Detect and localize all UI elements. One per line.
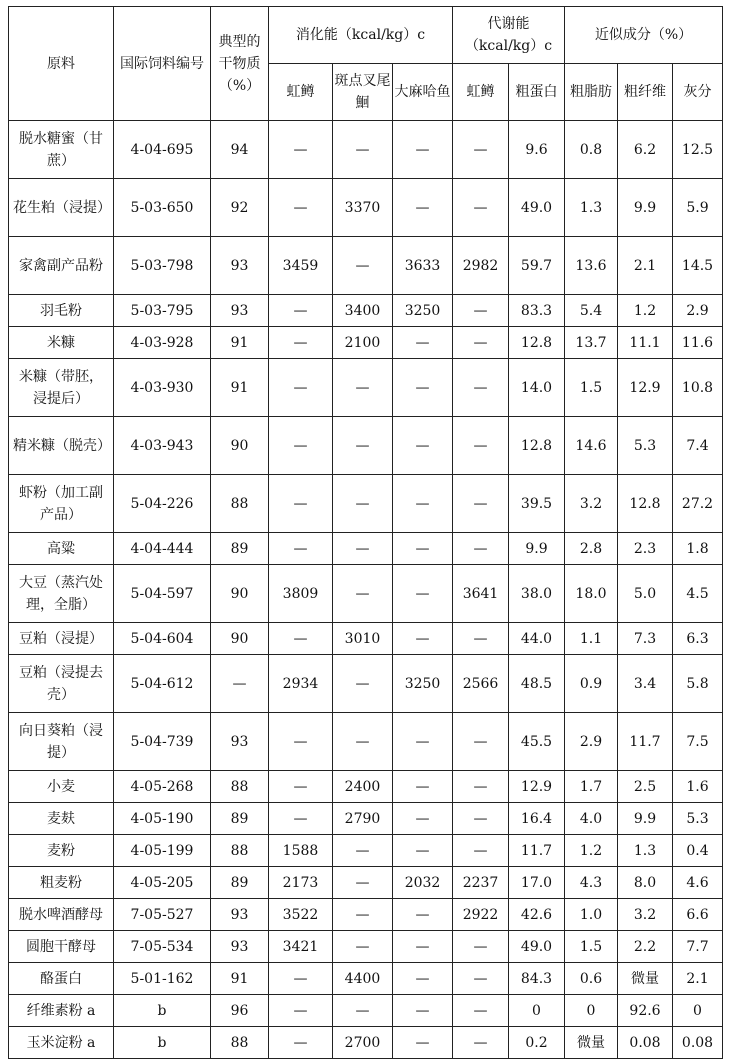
cell-dry-matter: 91 (211, 963, 269, 995)
table-row (9, 867, 723, 899)
cell-crude-fat: 1.2 (565, 835, 618, 867)
cell-crude-fat: 0.9 (565, 655, 618, 713)
cell-me-rainbow-trout: 3641 (453, 565, 509, 623)
cell-dry-matter: 88 (211, 475, 269, 533)
cell-de-salmon: — (393, 1027, 453, 1059)
header-ash: 灰分 (673, 64, 723, 121)
cell-ash: 6.6 (673, 899, 723, 931)
cell-crude-fiber: 2.3 (618, 533, 673, 565)
cell-ash: 7.5 (673, 713, 723, 771)
cell-crude-protein: 49.0 (509, 931, 565, 963)
cell-de-salmon: 3633 (393, 237, 453, 295)
cell-de-rainbow-trout: — (269, 121, 333, 179)
cell-de-salmon: — (393, 121, 453, 179)
cell-material: 精米糠（脱壳） (9, 417, 114, 475)
header-intl-feed-no: 国际饲料编号 (114, 7, 211, 121)
cell-crude-fiber: 2.1 (618, 237, 673, 295)
cell-crude-fiber: 12.8 (618, 475, 673, 533)
cell-material: 大豆（蒸汽处理，全脂） (9, 565, 114, 623)
cell-material: 脱水糖蜜（甘蔗） (9, 121, 114, 179)
cell-crude-fat: 18.0 (565, 565, 618, 623)
cell-crude-protein: 84.3 (509, 963, 565, 995)
cell-me-rainbow-trout: — (453, 963, 509, 995)
cell-de-salmon: — (393, 475, 453, 533)
cell-de-salmon: — (393, 565, 453, 623)
cell-dry-matter: 93 (211, 237, 269, 295)
cell-de-salmon: — (393, 771, 453, 803)
cell-material: 羽毛粉 (9, 295, 114, 327)
cell-de-rainbow-trout: — (269, 803, 333, 835)
cell-me-rainbow-trout: — (453, 931, 509, 963)
cell-material: 豆粕（浸提） (9, 623, 114, 655)
header-digestible-energy: 消化能（kcal/kg）c (269, 7, 453, 64)
feed-ingredient-table (8, 6, 723, 1059)
cell-intl-no: 7-05-534 (114, 931, 211, 963)
table-row (9, 771, 723, 803)
cell-crude-protein: 12.8 (509, 417, 565, 475)
table-row (9, 899, 723, 931)
cell-crude-fat: 2.8 (565, 533, 618, 565)
cell-me-rainbow-trout: 2566 (453, 655, 509, 713)
cell-intl-no: 4-03-930 (114, 359, 211, 417)
cell-dry-matter: 88 (211, 1027, 269, 1059)
cell-de-catfish: 2400 (333, 771, 393, 803)
cell-me-rainbow-trout: — (453, 713, 509, 771)
cell-de-rainbow-trout: 3459 (269, 237, 333, 295)
table-row (9, 475, 723, 533)
cell-intl-no: 5-03-795 (114, 295, 211, 327)
cell-de-salmon: 3250 (393, 655, 453, 713)
table-row (9, 803, 723, 835)
cell-ash: 5.9 (673, 179, 723, 237)
cell-de-rainbow-trout: 3522 (269, 899, 333, 931)
table-row (9, 713, 723, 771)
cell-de-catfish: — (333, 835, 393, 867)
cell-intl-no: b (114, 1027, 211, 1059)
cell-de-salmon: 2032 (393, 867, 453, 899)
cell-crude-fiber: 8.0 (618, 867, 673, 899)
table-row (9, 179, 723, 237)
cell-crude-fat: 1.5 (565, 931, 618, 963)
cell-intl-no: 5-04-226 (114, 475, 211, 533)
cell-crude-fiber: 3.4 (618, 655, 673, 713)
cell-dry-matter: 89 (211, 533, 269, 565)
cell-me-rainbow-trout: 2922 (453, 899, 509, 931)
cell-ash: 1.6 (673, 771, 723, 803)
header-material: 原料 (9, 7, 114, 121)
header-spotted-catfish: 斑点叉尾鮰 (333, 64, 393, 121)
cell-de-salmon: — (393, 623, 453, 655)
cell-de-rainbow-trout: — (269, 359, 333, 417)
cell-material: 高粱 (9, 533, 114, 565)
cell-crude-protein: 42.6 (509, 899, 565, 931)
cell-de-rainbow-trout: — (269, 475, 333, 533)
cell-crude-protein: 11.7 (509, 835, 565, 867)
cell-de-salmon: — (393, 899, 453, 931)
cell-me-rainbow-trout: — (453, 623, 509, 655)
cell-material: 粗麦粉 (9, 867, 114, 899)
table-row (9, 121, 723, 179)
cell-de-salmon: — (393, 359, 453, 417)
cell-crude-fat: 0 (565, 995, 618, 1027)
cell-ash: 5.8 (673, 655, 723, 713)
cell-crude-fiber: 5.0 (618, 565, 673, 623)
cell-intl-no: 4-04-444 (114, 533, 211, 565)
cell-crude-protein: 44.0 (509, 623, 565, 655)
cell-crude-protein: 9.6 (509, 121, 565, 179)
cell-de-salmon: — (393, 533, 453, 565)
cell-de-rainbow-trout: 3421 (269, 931, 333, 963)
cell-crude-fat: 4.3 (565, 867, 618, 899)
cell-dry-matter: — (211, 655, 269, 713)
cell-dry-matter: 90 (211, 623, 269, 655)
cell-ash: 6.3 (673, 623, 723, 655)
cell-de-rainbow-trout: — (269, 417, 333, 475)
table-row (9, 565, 723, 623)
cell-crude-fat: 1.0 (565, 899, 618, 931)
cell-ash: 27.2 (673, 475, 723, 533)
table-row (9, 835, 723, 867)
cell-ash: 10.8 (673, 359, 723, 417)
cell-de-salmon: — (393, 963, 453, 995)
header-crude-fat: 粗脂肪 (565, 64, 618, 121)
cell-de-catfish: 2700 (333, 1027, 393, 1059)
table-row (9, 237, 723, 295)
table-row (9, 931, 723, 963)
cell-de-catfish: — (333, 533, 393, 565)
cell-me-rainbow-trout: — (453, 359, 509, 417)
cell-me-rainbow-trout: — (453, 1027, 509, 1059)
cell-material: 花生粕（浸提） (9, 179, 114, 237)
cell-dry-matter: 90 (211, 417, 269, 475)
cell-de-rainbow-trout: — (269, 771, 333, 803)
cell-crude-protein: 9.9 (509, 533, 565, 565)
cell-crude-fat: 3.2 (565, 475, 618, 533)
cell-me-rainbow-trout: — (453, 417, 509, 475)
cell-crude-fiber: 6.2 (618, 121, 673, 179)
header-approx-composition: 近似成分（%） (565, 7, 723, 64)
cell-ash: 4.6 (673, 867, 723, 899)
cell-crude-protein: 38.0 (509, 565, 565, 623)
cell-de-catfish: 3400 (333, 295, 393, 327)
cell-crude-protein: 45.5 (509, 713, 565, 771)
cell-intl-no: 5-03-650 (114, 179, 211, 237)
header-rainbow-trout-me: 虹鳟 (453, 64, 509, 121)
cell-material: 圆胞干酵母 (9, 931, 114, 963)
header-dry-matter: 典型的干物质（%） (211, 7, 269, 121)
cell-crude-protein: 49.0 (509, 179, 565, 237)
cell-dry-matter: 92 (211, 179, 269, 237)
table-row (9, 963, 723, 995)
cell-dry-matter: 91 (211, 359, 269, 417)
cell-intl-no: 5-01-162 (114, 963, 211, 995)
cell-dry-matter: 90 (211, 565, 269, 623)
cell-ash: 0.08 (673, 1027, 723, 1059)
cell-material: 纤维素粉 a (9, 995, 114, 1027)
cell-crude-fiber: 11.7 (618, 713, 673, 771)
table-row (9, 327, 723, 359)
cell-crude-protein: 39.5 (509, 475, 565, 533)
cell-crude-fiber: 5.3 (618, 417, 673, 475)
cell-de-salmon: — (393, 713, 453, 771)
cell-de-catfish: — (333, 655, 393, 713)
table-body (9, 121, 723, 1059)
cell-material: 脱水啤酒酵母 (9, 899, 114, 931)
cell-crude-protein: 16.4 (509, 803, 565, 835)
cell-crude-fat: 1.5 (565, 359, 618, 417)
cell-me-rainbow-trout: — (453, 295, 509, 327)
cell-intl-no: 4-04-695 (114, 121, 211, 179)
cell-de-rainbow-trout: — (269, 963, 333, 995)
cell-de-salmon: — (393, 931, 453, 963)
cell-intl-no: 4-05-268 (114, 771, 211, 803)
cell-de-catfish: — (333, 713, 393, 771)
cell-material: 酪蛋白 (9, 963, 114, 995)
cell-intl-no: 5-04-739 (114, 713, 211, 771)
cell-crude-fiber: 1.3 (618, 835, 673, 867)
cell-ash: 0.4 (673, 835, 723, 867)
table-row (9, 655, 723, 713)
cell-material: 家禽副产品粉 (9, 237, 114, 295)
cell-ash: 1.8 (673, 533, 723, 565)
cell-material: 豆粕（浸提去壳） (9, 655, 114, 713)
cell-dry-matter: 93 (211, 295, 269, 327)
table-row (9, 295, 723, 327)
cell-de-catfish: — (333, 475, 393, 533)
cell-ash: 4.5 (673, 565, 723, 623)
header-crude-fiber: 粗纤维 (618, 64, 673, 121)
cell-de-catfish: — (333, 237, 393, 295)
header-rainbow-trout: 虹鳟 (269, 64, 333, 121)
cell-de-salmon: 3250 (393, 295, 453, 327)
cell-me-rainbow-trout: — (453, 533, 509, 565)
header-crude-protein: 粗蛋白 (509, 64, 565, 121)
cell-de-rainbow-trout: — (269, 295, 333, 327)
cell-de-rainbow-trout: 2173 (269, 867, 333, 899)
cell-material: 米糠（带胚，浸提后） (9, 359, 114, 417)
cell-dry-matter: 89 (211, 867, 269, 899)
cell-material: 小麦 (9, 771, 114, 803)
cell-de-salmon: — (393, 803, 453, 835)
cell-intl-no: 7-05-527 (114, 899, 211, 931)
table-row (9, 995, 723, 1027)
cell-dry-matter: 94 (211, 121, 269, 179)
cell-ash: 7.4 (673, 417, 723, 475)
cell-crude-protein: 59.7 (509, 237, 565, 295)
cell-material: 向日葵粕（浸提） (9, 713, 114, 771)
cell-de-catfish: — (333, 995, 393, 1027)
cell-me-rainbow-trout: — (453, 475, 509, 533)
cell-material: 麦粉 (9, 835, 114, 867)
cell-ash: 12.5 (673, 121, 723, 179)
cell-de-salmon: — (393, 417, 453, 475)
cell-de-catfish: — (333, 931, 393, 963)
cell-dry-matter: 96 (211, 995, 269, 1027)
cell-intl-no: b (114, 995, 211, 1027)
cell-crude-fat: 5.4 (565, 295, 618, 327)
cell-ash: 14.5 (673, 237, 723, 295)
cell-dry-matter: 89 (211, 803, 269, 835)
cell-crude-fat: 0.6 (565, 963, 618, 995)
cell-de-rainbow-trout: — (269, 995, 333, 1027)
table-row (9, 623, 723, 655)
cell-de-catfish: — (333, 121, 393, 179)
cell-de-catfish: — (333, 359, 393, 417)
cell-crude-fiber: 3.2 (618, 899, 673, 931)
cell-material: 麦麸 (9, 803, 114, 835)
cell-de-catfish: — (333, 565, 393, 623)
cell-de-rainbow-trout: — (269, 533, 333, 565)
cell-crude-fat: 13.6 (565, 237, 618, 295)
cell-de-catfish: 2790 (333, 803, 393, 835)
cell-me-rainbow-trout: — (453, 803, 509, 835)
cell-crude-protein: 83.3 (509, 295, 565, 327)
cell-material: 虾粉（加工副产品） (9, 475, 114, 533)
cell-crude-protein: 0.2 (509, 1027, 565, 1059)
cell-ash: 11.6 (673, 327, 723, 359)
table-row (9, 417, 723, 475)
cell-crude-fiber: 12.9 (618, 359, 673, 417)
header-atlantic-salmon: 大麻哈鱼 (393, 64, 453, 121)
cell-de-rainbow-trout: — (269, 623, 333, 655)
cell-crude-protein: 48.5 (509, 655, 565, 713)
cell-crude-fiber: 2.5 (618, 771, 673, 803)
table-row (9, 533, 723, 565)
cell-de-salmon: — (393, 995, 453, 1027)
cell-de-catfish: 4400 (333, 963, 393, 995)
cell-me-rainbow-trout: — (453, 179, 509, 237)
cell-crude-protein: 14.0 (509, 359, 565, 417)
cell-material: 玉米淀粉 a (9, 1027, 114, 1059)
cell-dry-matter: 88 (211, 771, 269, 803)
cell-crude-fiber: 9.9 (618, 179, 673, 237)
cell-de-catfish: — (333, 867, 393, 899)
cell-dry-matter: 93 (211, 931, 269, 963)
cell-de-catfish: — (333, 899, 393, 931)
cell-de-rainbow-trout: 3809 (269, 565, 333, 623)
cell-dry-matter: 93 (211, 899, 269, 931)
header-metabolizable-energy: 代谢能（kcal/kg）c (453, 7, 565, 64)
cell-de-catfish: 3010 (333, 623, 393, 655)
cell-crude-fiber: 0.08 (618, 1027, 673, 1059)
cell-me-rainbow-trout: — (453, 995, 509, 1027)
cell-crude-fiber: 7.3 (618, 623, 673, 655)
cell-de-rainbow-trout: — (269, 1027, 333, 1059)
cell-me-rainbow-trout: — (453, 771, 509, 803)
cell-crude-fiber: 2.2 (618, 931, 673, 963)
cell-crude-fiber: 微量 (618, 963, 673, 995)
cell-intl-no: 4-05-205 (114, 867, 211, 899)
cell-material: 米糠 (9, 327, 114, 359)
cell-dry-matter: 93 (211, 713, 269, 771)
cell-crude-fat: 0.8 (565, 121, 618, 179)
cell-crude-fiber: 9.9 (618, 803, 673, 835)
cell-intl-no: 4-03-928 (114, 327, 211, 359)
cell-de-rainbow-trout: — (269, 179, 333, 237)
cell-de-catfish: 2100 (333, 327, 393, 359)
cell-crude-fat: 2.9 (565, 713, 618, 771)
cell-de-rainbow-trout: — (269, 327, 333, 359)
cell-dry-matter: 91 (211, 327, 269, 359)
cell-intl-no: 5-04-612 (114, 655, 211, 713)
cell-crude-fiber: 11.1 (618, 327, 673, 359)
cell-crude-protein: 17.0 (509, 867, 565, 899)
cell-me-rainbow-trout: 2237 (453, 867, 509, 899)
cell-de-salmon: — (393, 327, 453, 359)
cell-me-rainbow-trout: 2982 (453, 237, 509, 295)
cell-ash: 5.3 (673, 803, 723, 835)
cell-de-catfish: — (333, 417, 393, 475)
cell-de-rainbow-trout: — (269, 713, 333, 771)
cell-dry-matter: 88 (211, 835, 269, 867)
cell-crude-fat: 1.1 (565, 623, 618, 655)
cell-de-rainbow-trout: 2934 (269, 655, 333, 713)
cell-de-rainbow-trout: 1588 (269, 835, 333, 867)
cell-crude-protein: 0 (509, 995, 565, 1027)
cell-intl-no: 4-03-943 (114, 417, 211, 475)
cell-ash: 0 (673, 995, 723, 1027)
cell-crude-fat: 1.7 (565, 771, 618, 803)
cell-me-rainbow-trout: — (453, 121, 509, 179)
cell-me-rainbow-trout: — (453, 835, 509, 867)
cell-intl-no: 5-04-597 (114, 565, 211, 623)
cell-crude-fat: 4.0 (565, 803, 618, 835)
cell-intl-no: 4-05-190 (114, 803, 211, 835)
cell-crude-fiber: 92.6 (618, 995, 673, 1027)
cell-crude-fat: 微量 (565, 1027, 618, 1059)
cell-crude-fat: 14.6 (565, 417, 618, 475)
cell-me-rainbow-trout: — (453, 327, 509, 359)
cell-ash: 2.1 (673, 963, 723, 995)
cell-de-salmon: — (393, 179, 453, 237)
cell-crude-protein: 12.9 (509, 771, 565, 803)
cell-crude-protein: 12.8 (509, 327, 565, 359)
cell-ash: 2.9 (673, 295, 723, 327)
table-row (9, 359, 723, 417)
cell-de-salmon: — (393, 835, 453, 867)
cell-crude-fiber: 1.2 (618, 295, 673, 327)
cell-intl-no: 5-04-604 (114, 623, 211, 655)
cell-ash: 7.7 (673, 931, 723, 963)
cell-de-catfish: 3370 (333, 179, 393, 237)
cell-crude-fat: 1.3 (565, 179, 618, 237)
cell-intl-no: 5-03-798 (114, 237, 211, 295)
cell-crude-fat: 13.7 (565, 327, 618, 359)
cell-intl-no: 4-05-199 (114, 835, 211, 867)
table-row (9, 1027, 723, 1059)
